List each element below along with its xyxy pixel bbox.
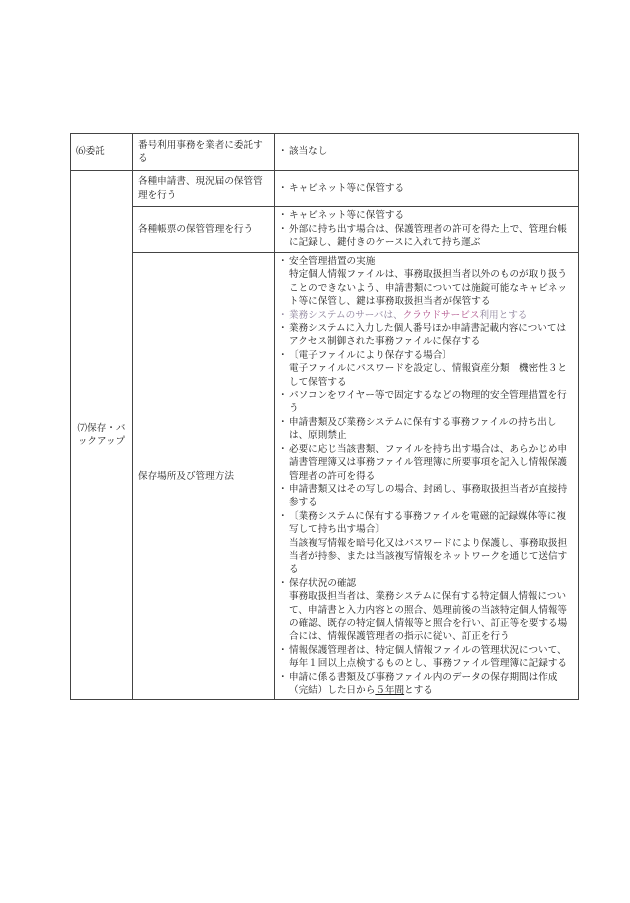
list-item: ・ パソコンをワイヤー等で固定するなどの物理的安全管理措置を行う bbox=[280, 389, 573, 416]
list-item bbox=[280, 309, 573, 322]
records-management-table bbox=[70, 133, 579, 700]
content-cell bbox=[275, 171, 579, 207]
text-part: 申請に係る書類及び事務ファイル内のデータの保存期間は作成（完結）した日から bbox=[289, 671, 558, 696]
item-detail: 電子ファイルにパスワードを設定し、情報資産分類 機密性３として保管する bbox=[289, 363, 568, 388]
table-row-storage-forms bbox=[71, 171, 579, 207]
list-item: ・ キャビネット等に保管する bbox=[280, 209, 573, 222]
item-cell: 各種申請書、現況届の保管管理を行う bbox=[133, 171, 275, 207]
list-item bbox=[280, 510, 573, 577]
text-part: とする bbox=[404, 685, 433, 696]
text-part: 利用とする bbox=[479, 309, 528, 321]
list-item: ・ キャビネット等に保管する bbox=[280, 182, 573, 195]
item-detail: 当該複写情報を暗号化又はパスワードにより保護し、事務取扱担当者が持参、または当該複写情報をネットワークを通じて送信する bbox=[289, 537, 568, 576]
content-cell bbox=[275, 253, 579, 700]
text-part: 業務システムのサーバは、 bbox=[289, 309, 403, 321]
item-cell: 番号利用事務を業者に委託する bbox=[133, 134, 275, 171]
list-item: ・ 外部に持ち出す場合は、保護管理者の許可を得た上で、管理台帳に記録し、鍵付きのケースに入れて持ち運ぶ bbox=[280, 223, 573, 250]
item-heading: 〔電子ファイルにより保存する場合〕 bbox=[289, 349, 452, 361]
item-cell: 各種帳票の保管管理を行う bbox=[133, 207, 275, 253]
list-item bbox=[280, 255, 573, 309]
list-item: ・ 申請書類及び業務システムに保有する事務ファイルの持ち出しは、原則禁止 bbox=[280, 416, 573, 443]
item-detail: 事務取扱担当者は、業務システムに保有する特定個人情報について、申請書と入力内容との照合、処理前後の当該特定個人情報等の確認、既存の特定個人情報等と照合を行い、訂正等を要する場合には、情報保護管理者の指示に従い、訂正を行う bbox=[289, 591, 568, 643]
list-item bbox=[280, 349, 573, 389]
table-row-outsourcing bbox=[71, 134, 579, 171]
item-detail: 特定個人情報ファイルは、事務取扱担当者以外のものが取り扱うことのできないよう、申請書類については施錠可能なキャビネット等に保管し、鍵は事務取扱担当者が保管する bbox=[289, 269, 568, 308]
list-item: ・ 業務システムに入力した個人番号ほか申請書記載内容についてはアクセス制御された事務ファイルに保存する bbox=[280, 322, 573, 349]
retention-period: ５年間 bbox=[375, 685, 405, 696]
item-heading: 保存状況の確認 bbox=[289, 577, 357, 589]
table-row-ledgers bbox=[71, 207, 579, 253]
list-item: ・ 該当なし bbox=[280, 145, 573, 158]
item-cell: 保存場所及び管理方法 bbox=[133, 253, 275, 700]
content-cell bbox=[275, 207, 579, 253]
content-cell bbox=[275, 134, 579, 171]
section-cell: ⑹委託 bbox=[71, 134, 133, 171]
highlighted-text: クラウドサービス bbox=[402, 309, 480, 321]
item-heading: 安全管理措置の実施 bbox=[289, 256, 376, 267]
list-item: ・ 情報保護管理者は、特定個人情報ファイルの管理状況について、毎年１回以上点検するものとし、事務ファイル管理簿に記録する bbox=[280, 644, 573, 671]
item-heading: 〔業務システムに保有する事務ファイルを電磁的記録媒体等に複写して持ち出す場合〕 bbox=[289, 510, 567, 536]
section-cell: ⑺保存・バックアップ bbox=[71, 171, 133, 700]
table-row-storage-method bbox=[71, 253, 579, 700]
list-item: ・ 必要に応じ当該書類、ファイルを持ち出す場合は、あらかじめ申請書管理簿又は事務ファイル管理簿に所要事項を記入し情報保護管理者の許可を得る bbox=[280, 443, 573, 483]
list-item bbox=[280, 577, 573, 644]
list-item bbox=[280, 671, 573, 698]
list-item: ・ 申請書類又はその写しの場合、封函し、事務取扱担当者が直接持参する bbox=[280, 483, 573, 510]
